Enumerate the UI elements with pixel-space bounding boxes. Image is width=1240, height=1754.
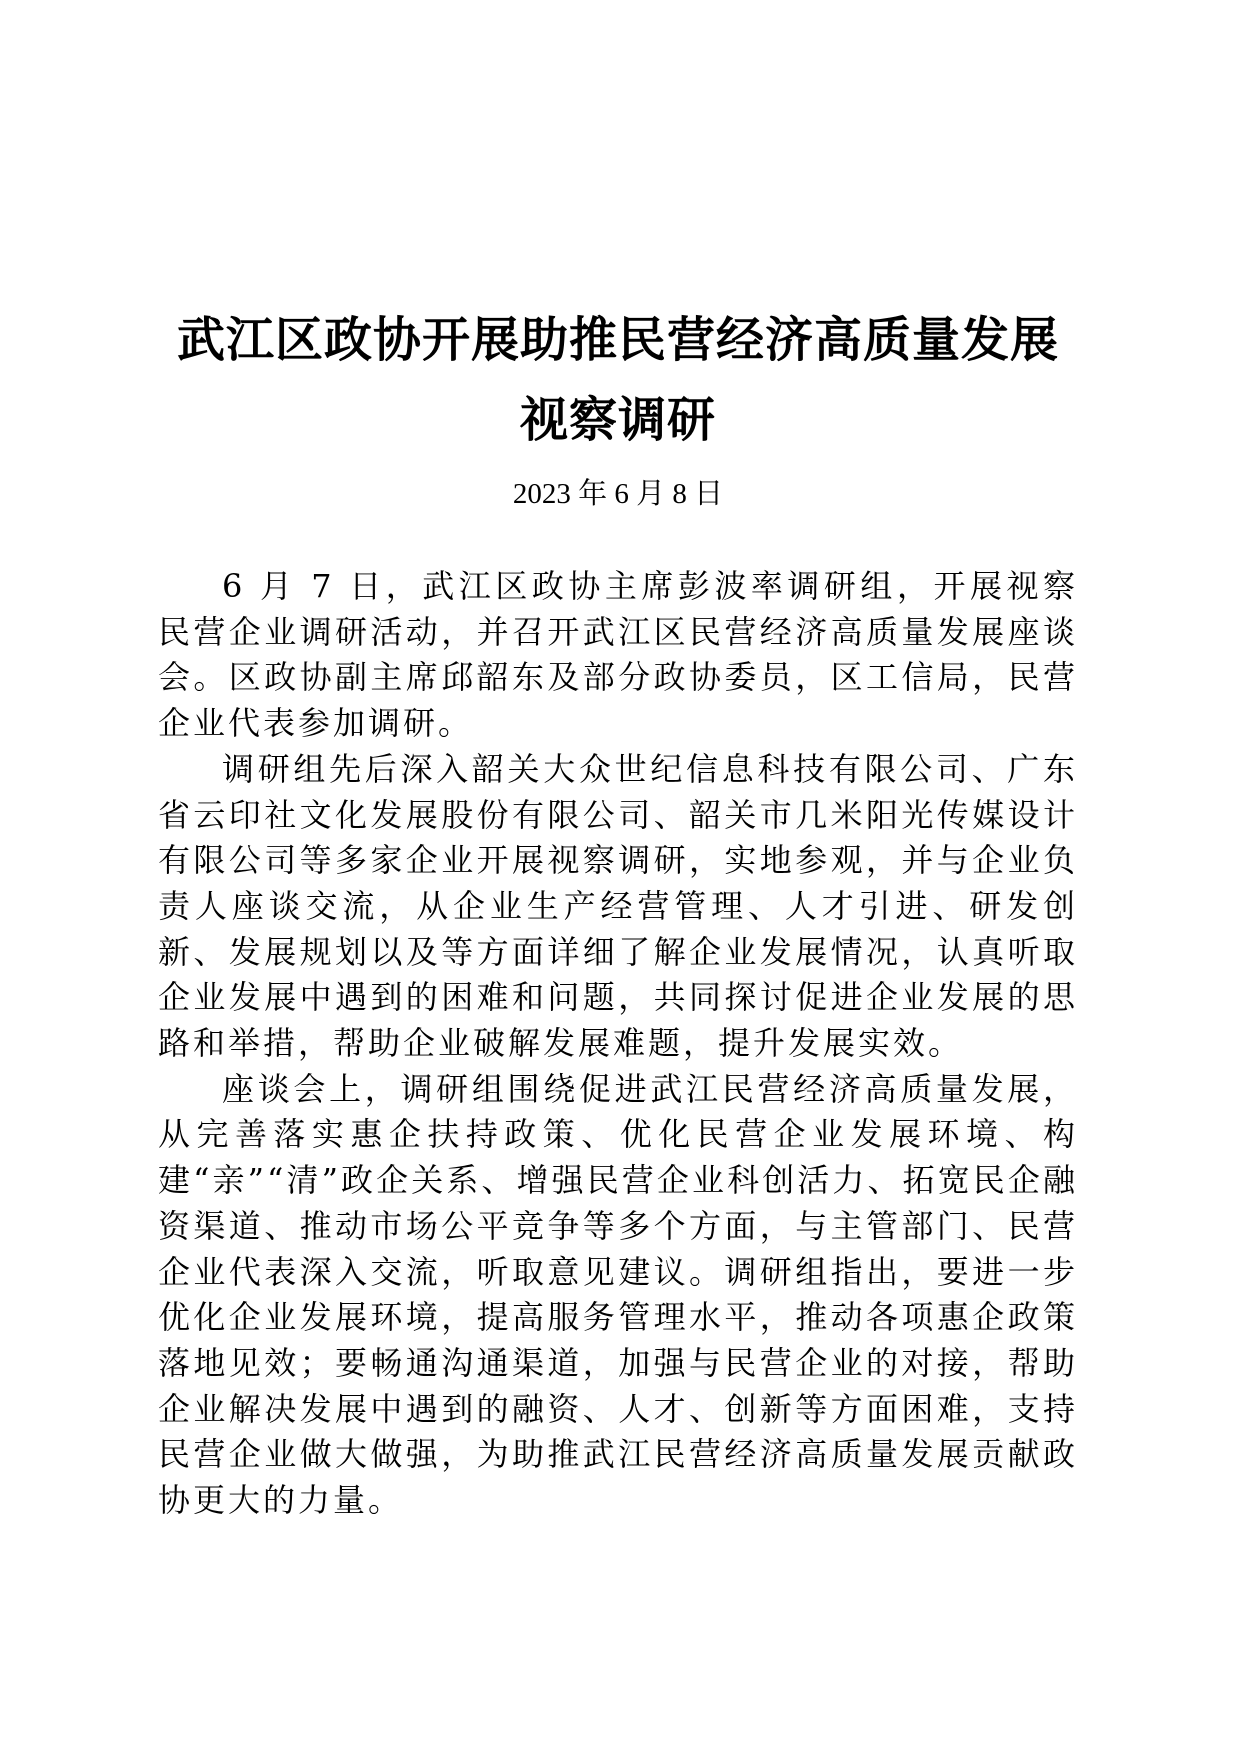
document-title: 武江区政协开展助推民营经济高质量发展视察调研 (176, 312, 1059, 448)
document-body (158, 564, 1078, 1524)
document-date: 2023 年 6 月 8 日 (512, 478, 724, 510)
paragraph-1: 6 月 7 日，武江区政协主席彭波率调研组，开展视察民营企业调研活动，并召开武江区民营经济高质量发展座谈会。区政协副主席邱韶东及部分政协委员，区工信局，民营企业代表参加调研。 (158, 567, 1078, 743)
paragraph-2: 调研组先后深入韶关大众世纪信息科技有限公司、广东省云印社文化发展股份有限公司、韶关市几米阳光传媒设计有限公司等多家企业开展视察调研，实地参观，并与企业负责人座谈交流，从企业生产经营管理、人才引进、研发创新、发展规划以及等方面详细了解企业发展情况，认真听取企业发展中遇到的困难和问题，共同探讨促进企业发展的思路和举措，帮助企业破解发展难题，提升发展实效。 (158, 749, 1078, 1063)
paragraph-3: 座谈会上，调研组围绕促进武江民营经济高质量发展，从完善落实惠企扶持政策、优化民营企业发展环境、构建“亲”“清”政企关系、增强民营企业科创活力、拓宽民企融资渠道、推动市场公平竞争等多个方面，与主管部门、民营企业代表深入交流，听取意见建议。调研组指出，要进一步优化企业发展环境，提高服务管理水平，推动各项惠企政策落地见效；要畅通沟通渠道，加强与民营企业的对接，帮助企业解决发展中遇到的融资、人才、创新等方面困难，支持民营企业做大做强，为助推武江民营经济高质量发展贡献政协更大的力量。 (158, 1069, 1078, 1520)
